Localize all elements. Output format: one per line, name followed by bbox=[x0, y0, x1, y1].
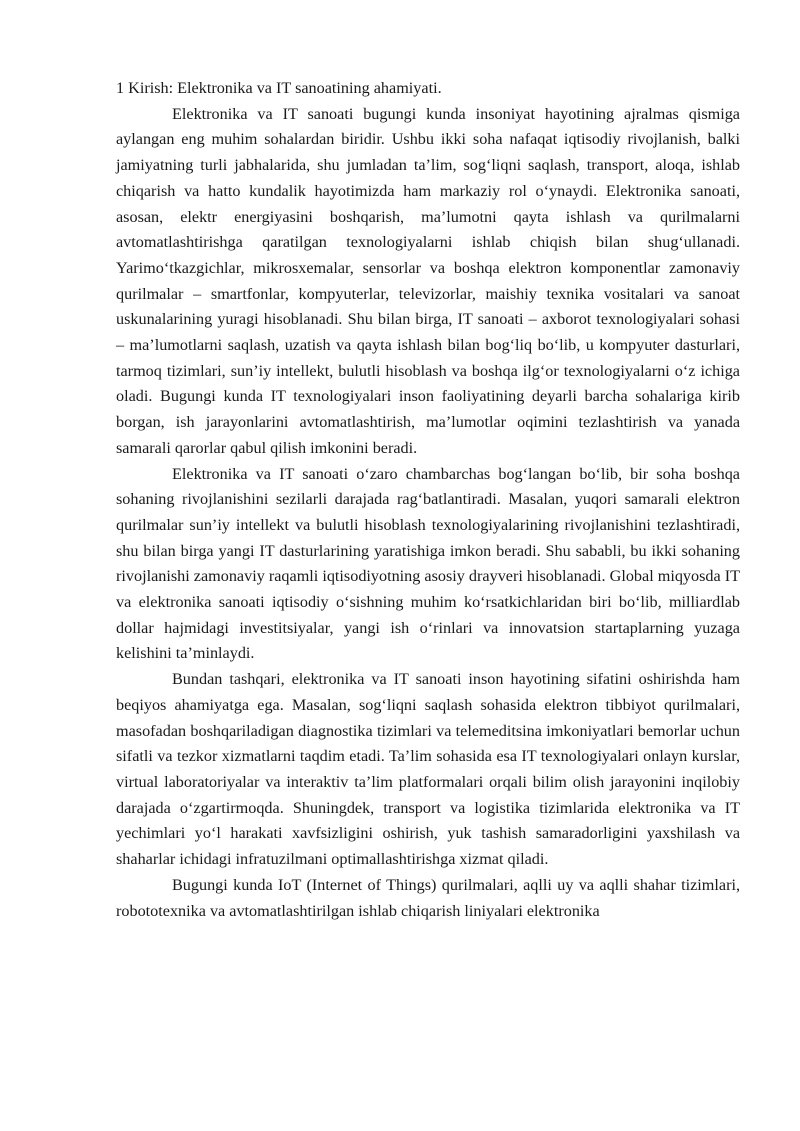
section-heading: 1 Kirish: Elektronika va IT sanoatining ahamiyati. bbox=[116, 79, 442, 97]
paragraph: Bundan tashqari, elektronika va IT sanoati inson hayotining sifatini oshirishda ham beqiyos ahamiyatga ega. Masalan, sog‘liqni saqlash sohasida elektron tibbiyot qurilmalari, masofadan boshqariladigan diagnostika tizimlari va telemeditsina imkoniyatlari bemorlar uchun sifatli va tezkor xizmatlarni taqdim etadi. Ta’lim sohasida esa IT texnologiyalari onlayn kurslar, virtual laboratoriyalar va interaktiv ta’lim platformalari orqali bilim olish jarayonini inqilobiy darajada o‘zgartirmoqda. Shuningdek, transport va logistika tizimlarida elektronika va IT yechimlari yo‘l harakati xavfsizligini oshirish, yuk tashish samaradorligini yaxshilash va shaharlar ichidagi infratuzilmani optimallashtirishga xizmat qiladi. bbox=[116, 670, 740, 869]
paragraph: Bugungi kunda IoT (Internet of Things) qurilmalari, aqlli uy va aqlli shahar tizimlari, robototexnika va avtomatlashtirilgan ishlab chiqarish liniyalari elektronika bbox=[116, 875, 740, 920]
paragraph: Elektronika va IT sanoati bugungi kunda insoniyat hayotining ajralmas qismiga aylangan eng muhim sohalardan biridir. Ushbu ikki soha nafaqat iqtisodiy rivojlanish, balki jamiyatning turli jabhalarida, shu jumladan ta’lim, sog‘liqni saqlash, transport, aloqa, ishlab chiqarish va hatto kundalik hayotimizda ham markaziy rol o‘ynaydi. Elektronika sanoati, asosan, elektr energiyasini boshqarish, ma’lumotni qayta ishlash va qurilmalarni avtomatlashtirishga qaratilgan texnologiyalarni ishlab chiqish bilan shug‘ullanadi. Yarimo‘tkazgichlar, mikrosxemalar, sensorlar va boshqa elektron komponentlar zamonaviy qurilmalar – smartfonlar, kompyuterlar, televizorlar, maishiy texnika vositalari va sanoat uskunalarining yuragi hisoblanadi. Shu bilan birga, IT sanoati – axborot texnologiyalari sohasi – ma’lumotlarni saqlash, uzatish va qayta ishlash bilan bog‘liq bo‘lib, u kompyuter dasturlari, tarmoq tizimlari, sun’iy intellekt, bulutli hisoblash va boshqa ilg‘or texnologiyalarni o‘z ichiga oladi. Bugungi kunda IT texnologiyalari inson faoliyatining deyarli barcha sohalariga kirib borgan, ish jarayonlarini avtomatlashtirish, ma’lumotlar oqimini tezlashtirish va yanada samarali qarorlar qabul qilish imkonini beradi. bbox=[116, 104, 740, 457]
paragraph: Elektronika va IT sanoati o‘zaro chambarchas bog‘langan bo‘lib, bir soha boshqa sohaning rivojlanishini sezilarli darajada rag‘batlantiradi. Masalan, yuqori samarali elektron qurilmalar sun’iy intellekt va bulutli hisoblash texnologiyalarining rivojlanishini tezlashtiradi, shu bilan birga yangi IT dasturlarining yaratishiga imkon beradi. Shu sababli, bu ikki sohaning rivojlanishi zamonaviy raqamli iqtisodiyotning asosiy drayveri hisoblanadi. Global miqyosda IT va elektronika sanoati iqtisodiy o‘sishning muhim ko‘rsatkichlaridan biri bo‘lib, milliardlab dollar hajmidagi investitsiyalar, yangi ish o‘rinlari va innovatsion startaplarning yuzaga kelishini ta’minlaydi. bbox=[116, 464, 741, 663]
document-page bbox=[116, 76, 740, 924]
